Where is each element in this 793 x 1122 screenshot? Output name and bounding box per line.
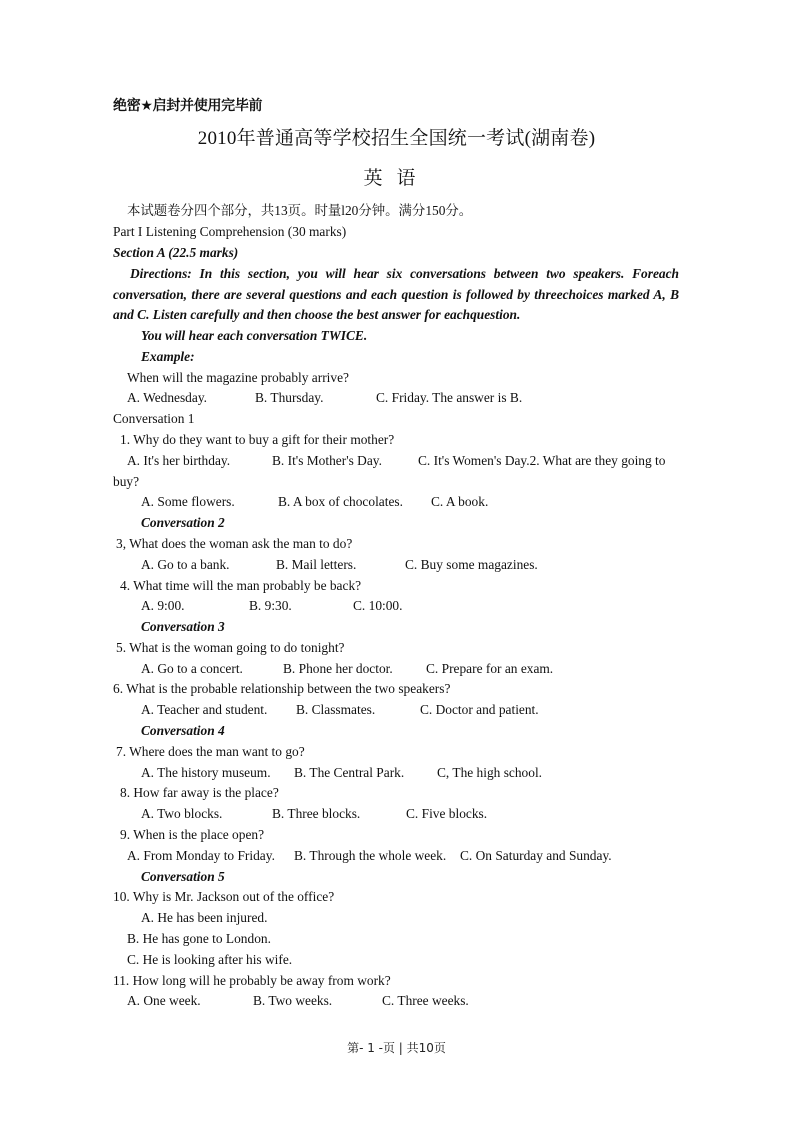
q3-option-b: B. Mail letters. — [276, 557, 357, 572]
twice-instruction: You will hear each conversation TWICE. — [141, 328, 368, 343]
q8-option-b: B. Three blocks. — [272, 806, 361, 821]
q2-option-a: A. Some flowers. — [141, 494, 235, 509]
q5-option-a: A. Go to a concert. — [141, 661, 243, 676]
exam-title: 2010年普通高等学校招生全国统一考试(湖南卷) — [197, 128, 596, 149]
example-question: When will the magazine probably arrive? — [127, 370, 349, 385]
q7-option-b: B. The Central Park. — [294, 765, 405, 780]
subject-title: 英语 — [363, 168, 430, 189]
q11-option-c: C. Three weeks. — [382, 993, 469, 1008]
q10-option-b: B. He has gone to London. — [127, 931, 271, 946]
q6-option-c: C. Doctor and patient. — [420, 702, 539, 717]
directions-paragraph — [113, 264, 679, 326]
q6-option-a: A. Teacher and student. — [141, 702, 268, 717]
q8-option-a: A. Two blocks. — [141, 806, 223, 821]
q4-option-b: B. 9:30. — [249, 598, 292, 613]
question-5: 5. What is the woman going to do tonight? — [116, 640, 345, 655]
conversation-5-heading: Conversation 5 — [141, 869, 225, 884]
q11-option-b: B. Two weeks. — [253, 993, 333, 1008]
q1-option-a: A. It's her birthday. — [127, 453, 231, 468]
example-label: Example: — [141, 349, 195, 364]
example-option-b: B. Thursday. — [255, 390, 324, 405]
q9-option-a: A. From Monday to Friday. — [127, 848, 275, 863]
q1-option-c: C. It's Women's Day.2. What are they going to — [418, 453, 666, 468]
q2-option-b: B. A box of chocolates. — [278, 494, 403, 509]
conversation-3-heading: Conversation 3 — [141, 619, 225, 634]
q9-option-c: C. On Saturday and Sunday. — [460, 848, 612, 863]
section-a-heading: Section A (22.5 marks) — [113, 245, 239, 260]
question-6: 6. What is the probable relationship between the two speakers? — [113, 681, 451, 696]
question-11: 11. How long will he probably be away from work? — [113, 973, 391, 988]
question-1: 1. Why do they want to buy a gift for their mother? — [120, 432, 395, 447]
question-7: 7. Where does the man want to go? — [116, 744, 305, 759]
q10-option-c: C. He is looking after his wife. — [127, 952, 293, 967]
example-option-a: A. Wednesday. — [127, 390, 207, 405]
q11-option-a: A. One week. — [127, 993, 201, 1008]
secret-label: 绝密★启封并使用完毕前 — [113, 98, 263, 114]
conversation-1-heading: Conversation 1 — [113, 411, 195, 426]
q8-option-c: C. Five blocks. — [406, 806, 488, 821]
q10-option-a: A. He has been injured. — [141, 910, 268, 925]
q7-option-c: C, The high school. — [437, 765, 543, 780]
q9-option-b: B. Through the whole week. — [294, 848, 447, 863]
part1-heading: Part I Listening Comprehension (30 marks) — [113, 224, 347, 239]
q3-option-c: C. Buy some magazines. — [405, 557, 538, 572]
exam-intro: 本试题卷分四个部分，共13页。时量l20分钟。满分150分。 — [127, 203, 473, 218]
q4-option-c: C. 10:00. — [353, 598, 403, 613]
question-3: 3, What does the woman ask the man to do? — [116, 536, 353, 551]
question-9: 9. When is the place open? — [120, 827, 265, 842]
question-4: 4. What time will the man probably be back? — [120, 578, 362, 593]
q5-option-b: B. Phone her doctor. — [283, 661, 393, 676]
q7-option-a: A. The history museum. — [141, 765, 271, 780]
directions-text: Directions: In this section, you will hear six conversations between two speakers. Foreach conversation, there are several questions and each question is followed by threechoices marked A, B and C. Listen carefully and then choose the best answer for eachquestion. — [113, 266, 679, 323]
q4-option-a: A. 9:00. — [141, 598, 185, 613]
q1-option-b: B. It's Mother's Day. — [272, 453, 382, 468]
conversation-4-heading: Conversation 4 — [141, 723, 225, 738]
question-8: 8. How far away is the place? — [120, 785, 279, 800]
q2-option-c: C. A book. — [431, 494, 489, 509]
conversation-2-heading: Conversation 2 — [141, 515, 225, 530]
question-2-wrap: buy? — [113, 474, 140, 489]
q3-option-a: A. Go to a bank. — [141, 557, 230, 572]
page-footer: 第- 1 -页 | 共10页 — [347, 1041, 446, 1055]
example-option-c: C. Friday. The answer is B. — [376, 390, 523, 405]
q6-option-b: B. Classmates. — [296, 702, 376, 717]
q5-option-c: C. Prepare for an exam. — [426, 661, 554, 676]
question-10: 10. Why is Mr. Jackson out of the office? — [113, 889, 335, 904]
